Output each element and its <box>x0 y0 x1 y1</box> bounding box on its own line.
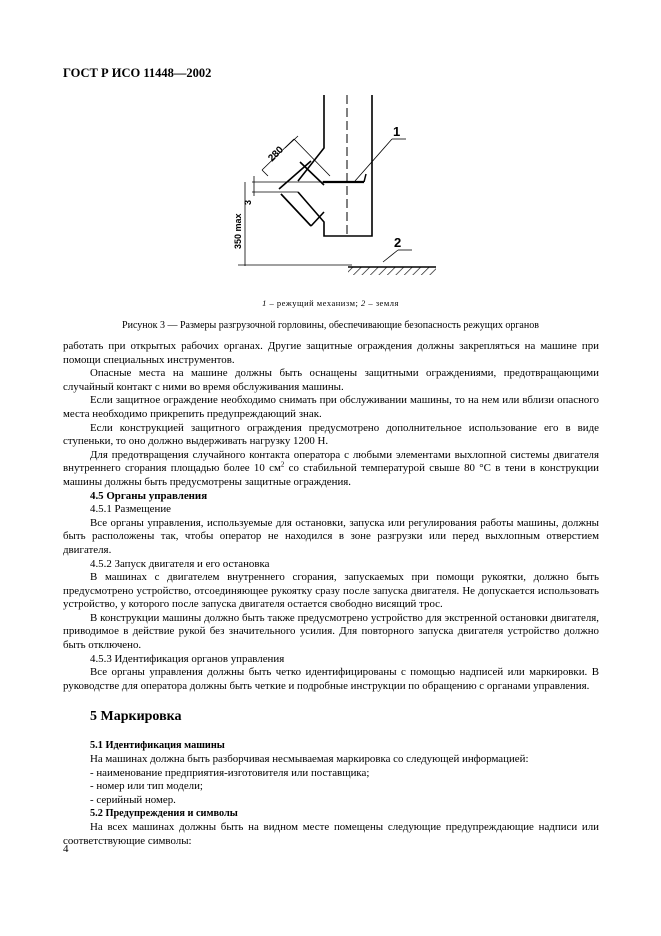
legend-1-text: – режущий механизм; <box>266 298 361 308</box>
paragraph: На всех машинах должны быть на видном месте помещены следующие предупреждающие надписи или соответствующие символы: <box>63 821 599 847</box>
text-run: Для предотвращения случайного контакта оператора с любыми элементами выхлопной системы двигателя внутреннего сгорания площадью более 10 см <box>63 448 599 475</box>
dim-3-label: 3 <box>243 199 253 205</box>
paragraph: Если конструкцией защитного ограждения предусмотрено дополнительное использование его в виде ступеньки, то оно должно выдерживать нагрузку 1200 Н. <box>63 421 599 448</box>
list-item: - наименование предприятия-изготовителя или поставщика; <box>90 766 370 779</box>
subsection-heading-4-5-1: 4.5.1 Размещение <box>90 503 171 516</box>
paragraph: В машинах с двигателем внутреннего сгорания, запускаемых при помощи рукоятки, должно быть предусмотрено устройство, отсоединяющее рукоятку сразу после запуска двигателя. Не допускается использовать устройство, у которого после запуска двигателя остается свободно висящий трос. <box>63 571 599 611</box>
chute-outline <box>298 95 372 236</box>
figure-3-drawing <box>0 0 661 300</box>
section-heading-5-1: 5.1 Идентификация машины <box>90 740 225 752</box>
legend-2-num: 2 <box>360 298 366 308</box>
paragraph: Если защитное ограждение необходимо снимать при обслуживании машины, то на нем или вблизи опасного места необходимо прикрепить предупреждающий знак. <box>63 394 599 420</box>
list-item: - серийный номер. <box>90 793 176 806</box>
ground <box>348 267 436 275</box>
section-heading-5: 5 Маркировка <box>90 709 182 725</box>
dim-350-label: 350 max <box>233 213 243 249</box>
legend-2-text: – земля <box>365 298 399 308</box>
figure-caption: Рисунок 3 — Размеры разгрузочной горловины, обеспечивающие безопасность режущих органов <box>122 320 539 331</box>
text-run: со стабильной температурой свыше 80 °С в тени в конструкции машины должны быть предусмотрены защитные ограждения. <box>63 462 599 488</box>
page-number: 4 <box>63 843 69 855</box>
paragraph: В конструкции машины должно быть также предусмотрено устройство для экстренной остановки двигателя, приводимое в действие рукой без значительного усилия. Для повторного запуска двигателя устройство должно быть отключено. <box>63 611 599 652</box>
paragraph: На машинах должна быть разборчивая несмываемая маркировка со следующей информацией: <box>90 753 529 766</box>
subsection-heading-4-5-2: 4.5.2 Запуск двигателя и его остановка <box>90 557 270 570</box>
callout-leaders <box>355 139 412 262</box>
figure-legend <box>0 298 661 308</box>
paragraph: Все органы управления, используемые для остановки, запуска или регулирования работы машины, должны быть расположены так, чтобы оператор не находился в зоне разгрузки или перед выхлопным отверстием двигателя. <box>63 516 599 556</box>
callout-1: 1 <box>393 124 401 139</box>
paragraph: работать при открытых рабочих органах. Другие защитные ограждения должны закрепляться на машине при помощи специальных инструментов. <box>63 340 599 366</box>
subsection-heading-4-5-3: 4.5.3 Идентификация органов управления <box>90 652 285 665</box>
body-text <box>63 340 599 848</box>
legend-1-num: 1 <box>262 298 267 308</box>
section-heading-4-5: 4.5 Органы управления <box>90 489 208 502</box>
list-item: - номер или тип модели; <box>90 780 203 793</box>
superscript: 2 <box>280 460 285 469</box>
document-header: ГОСТ Р ИСО 11448—2002 <box>63 66 212 80</box>
paragraph <box>63 449 599 490</box>
paragraph: Все органы управления должны быть четко идентифицированы с помощью надписей или маркировки. В руководстве для оператора должны быть четкие и подробные инструкции по обращению с органами управления. <box>63 666 599 692</box>
dim-280-label: 280 <box>266 144 286 165</box>
section-heading-5-2: 5.2 Предупреждения и символы <box>90 808 238 820</box>
guard-lines <box>279 161 324 226</box>
callout-2: 2 <box>394 235 402 250</box>
paragraph: Опасные места на машине должны быть оснащены защитными ограждениями, предотвращающими случайный контакт с ними во время обслуживания машины. <box>63 367 599 393</box>
